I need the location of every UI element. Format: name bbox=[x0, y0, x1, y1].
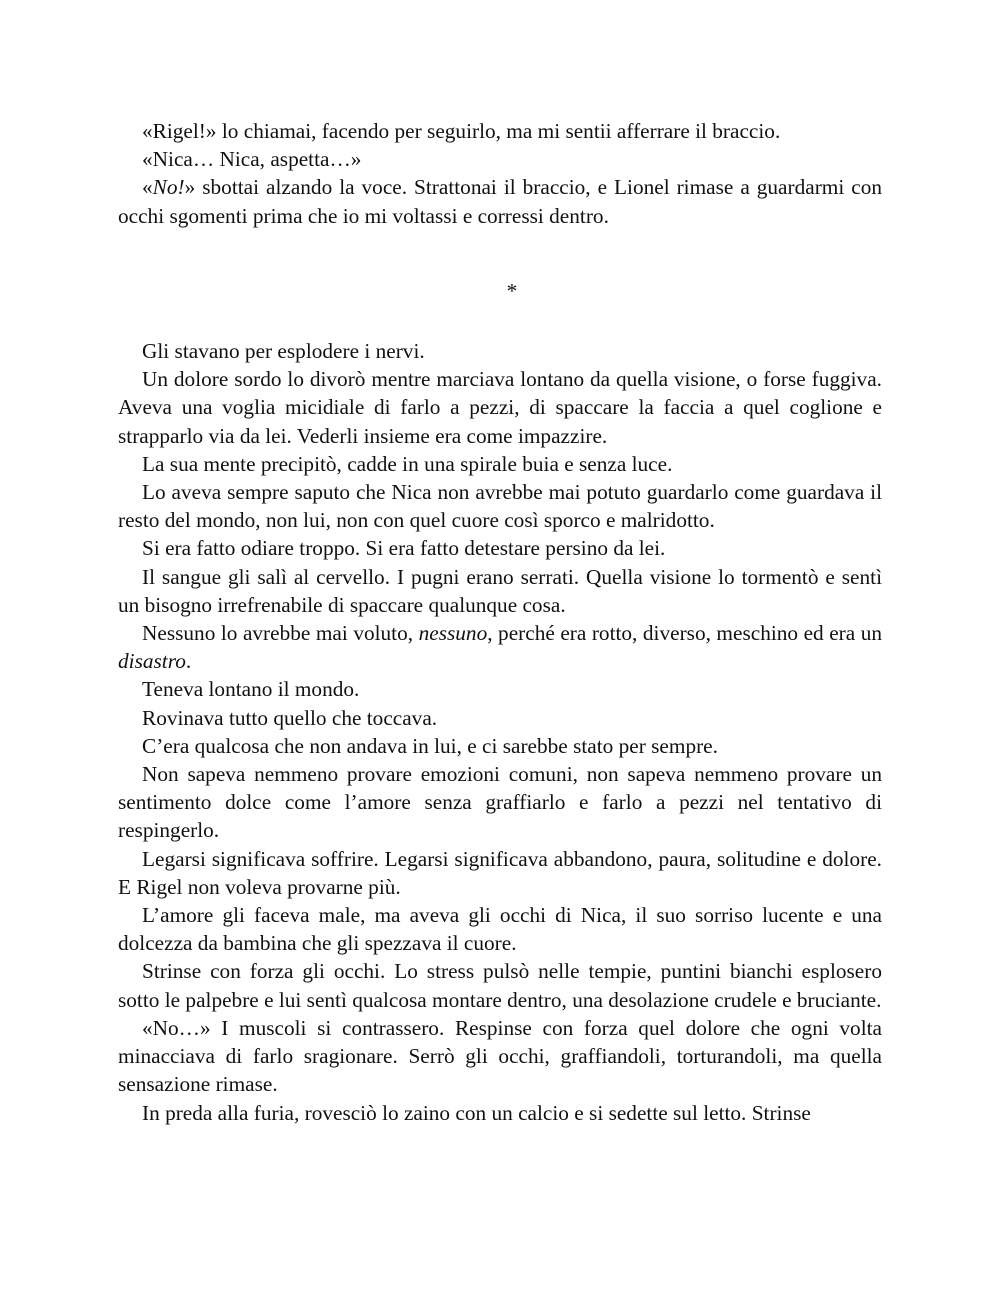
paragraph: Il sangue gli salì al cervello. I pugni erano serrati. Quella visione lo tormentò e sentì un bisogno irrefrenabile di spaccare qualunque cosa. bbox=[118, 564, 882, 617]
paragraph: Legarsi significava soffrire. Legarsi significava abbandono, paura, solitudine e dolore. E Rigel non voleva provarne più. bbox=[118, 846, 882, 899]
paragraph: Rovinava tutto quello che toccava. bbox=[142, 705, 438, 730]
text-run: « bbox=[142, 175, 153, 200]
emphasis: nessuno bbox=[418, 621, 488, 646]
paragraph: Gli stavano per esplodere i nervi. bbox=[142, 339, 425, 364]
book-page bbox=[118, 117, 882, 1127]
paragraph: La sua mente precipitò, cadde in una spirale buia e senza luce. bbox=[142, 451, 673, 476]
text-run: » sbottai alzando la voce. Strattonai il braccio, e Lionel rimase a guardarmi con occhi sgomenti prima che io mi voltassi e corressi dentro. bbox=[118, 175, 882, 228]
paragraph: Non sapeva nemmeno provare emozioni comuni, non sapeva nemmeno provare un sentimento dolce come l’amore senza graffiarlo e farlo a pezzi nel tentativo di respingerlo. bbox=[118, 762, 882, 843]
paragraph: Si era fatto odiare troppo. Si era fatto detestare persino da lei. bbox=[142, 536, 666, 561]
paragraph: Teneva lontano il mondo. bbox=[142, 677, 360, 702]
emphasis: disastro bbox=[118, 649, 186, 674]
paragraph: Strinse con forza gli occhi. Lo stress pulsò nelle tempie, puntini bianchi esplosero sotto le palpebre e lui sentì qualcosa montare dentro, una desolazione crudele e bruciante. bbox=[118, 959, 882, 1012]
text-run: Nessuno lo avrebbe mai voluto, bbox=[142, 621, 419, 646]
paragraph: «No…» I muscoli si contrassero. Respinse con forza quel dolore che ogni volta minacciava di farlo sragionare. Serrò gli occhi, graffiandoli, torturandoli, ma quella sensazione rimase. bbox=[118, 1015, 882, 1097]
paragraph: «Rigel!» lo chiamai, facendo per seguirlo, ma mi sentii afferrare il braccio. bbox=[142, 119, 781, 143]
emphasis: No! bbox=[152, 175, 185, 200]
paragraph: C’era qualcosa che non andava in lui, e ci sarebbe stato per sempre. bbox=[142, 733, 718, 758]
paragraph bbox=[118, 173, 882, 229]
paragraph: In preda alla furia, rovesciò lo zaino con un calcio e si sedette sul letto. Strinse bbox=[142, 1100, 811, 1125]
paragraph: Un dolore sordo lo divorò mentre marciava lontano da quella visione, o forse fuggiva. Aveva una voglia micidiale di farlo a pezzi, di spaccare la faccia a quel coglione e strapparlo via da lei. Vederli insieme era come impazzire. bbox=[118, 367, 882, 448]
paragraph: L’amore gli faceva male, ma aveva gli occhi di Nica, il suo sorriso lucente e una dolcezza da bambina che gli spezzava il cuore. bbox=[118, 903, 882, 956]
text-run: , perché era rotto, diverso, meschino ed era un bbox=[487, 621, 883, 646]
paragraph bbox=[118, 619, 882, 675]
section-separator: * bbox=[506, 278, 518, 303]
text-run: . bbox=[185, 649, 192, 674]
paragraph: Lo aveva sempre saputo che Nica non avrebbe mai potuto guardarlo come guardava il resto del mondo, non lui, non con quel cuore così sporco e malridotto. bbox=[118, 480, 882, 533]
paragraph: «Nica… Nica, aspetta…» bbox=[142, 147, 362, 172]
